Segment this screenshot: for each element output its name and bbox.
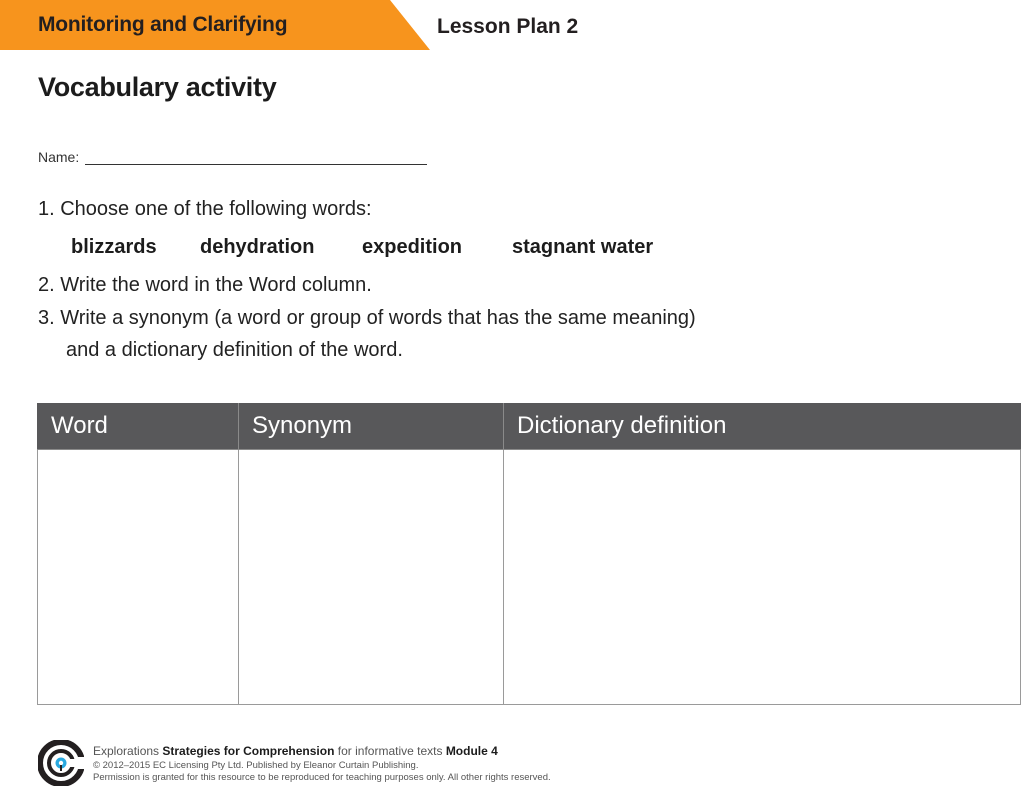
name-label: Name: xyxy=(38,149,80,165)
instruction-step-2: 2. Write the word in the Word column. xyxy=(38,274,372,296)
synonym-input[interactable] xyxy=(240,449,502,701)
column-header-definition: Dictionary definition xyxy=(504,403,1021,450)
definition-cell[interactable] xyxy=(504,450,1021,705)
footer xyxy=(93,744,551,784)
word-choices xyxy=(71,236,653,259)
table-row xyxy=(38,450,1021,705)
name-field-row xyxy=(38,149,427,165)
page-title: Vocabulary activity xyxy=(38,72,277,102)
word-input[interactable] xyxy=(39,449,237,701)
synonym-cell[interactable] xyxy=(239,450,504,705)
instruction-step-1: 1. Choose one of the following words: xyxy=(38,198,372,220)
word-choice: stagnant water xyxy=(512,236,654,258)
word-choice: expedition xyxy=(362,236,463,258)
footer-series-title: Strategies for Comprehension xyxy=(162,744,335,758)
footer-copyright: © 2012–2015 EC Licensing Pty Ltd. Published by Eleanor Curtain Publishing. xyxy=(93,760,419,771)
banner-title: Monitoring and Clarifying xyxy=(38,13,288,36)
word-cell[interactable] xyxy=(38,450,239,705)
footer-series-prefix: Explorations xyxy=(93,744,160,758)
lesson-label: Lesson Plan 2 xyxy=(437,15,579,38)
name-field[interactable] xyxy=(85,150,427,165)
instruction-step-3-continued: and a dictionary definition of the word. xyxy=(66,339,403,361)
table-header-row xyxy=(38,403,1021,450)
footer-series-mid: for informative texts xyxy=(337,744,443,758)
footer-module: Module 4 xyxy=(445,744,498,758)
vocabulary-table xyxy=(37,403,1021,705)
word-choice: dehydration xyxy=(200,236,315,258)
column-header-synonym: Synonym xyxy=(239,403,504,450)
footer-series-line xyxy=(93,744,551,758)
word-choice: blizzards xyxy=(71,236,157,258)
publisher-logo-icon xyxy=(38,740,84,786)
footer-permission: Permission is granted for this resource to be reproduced for teaching purposes only. All other rights reserved. xyxy=(93,772,551,783)
instruction-step-3: 3. Write a synonym (a word or group of words that has the same meaning) xyxy=(38,307,696,329)
column-header-word: Word xyxy=(38,403,239,450)
definition-input[interactable] xyxy=(505,449,1019,701)
